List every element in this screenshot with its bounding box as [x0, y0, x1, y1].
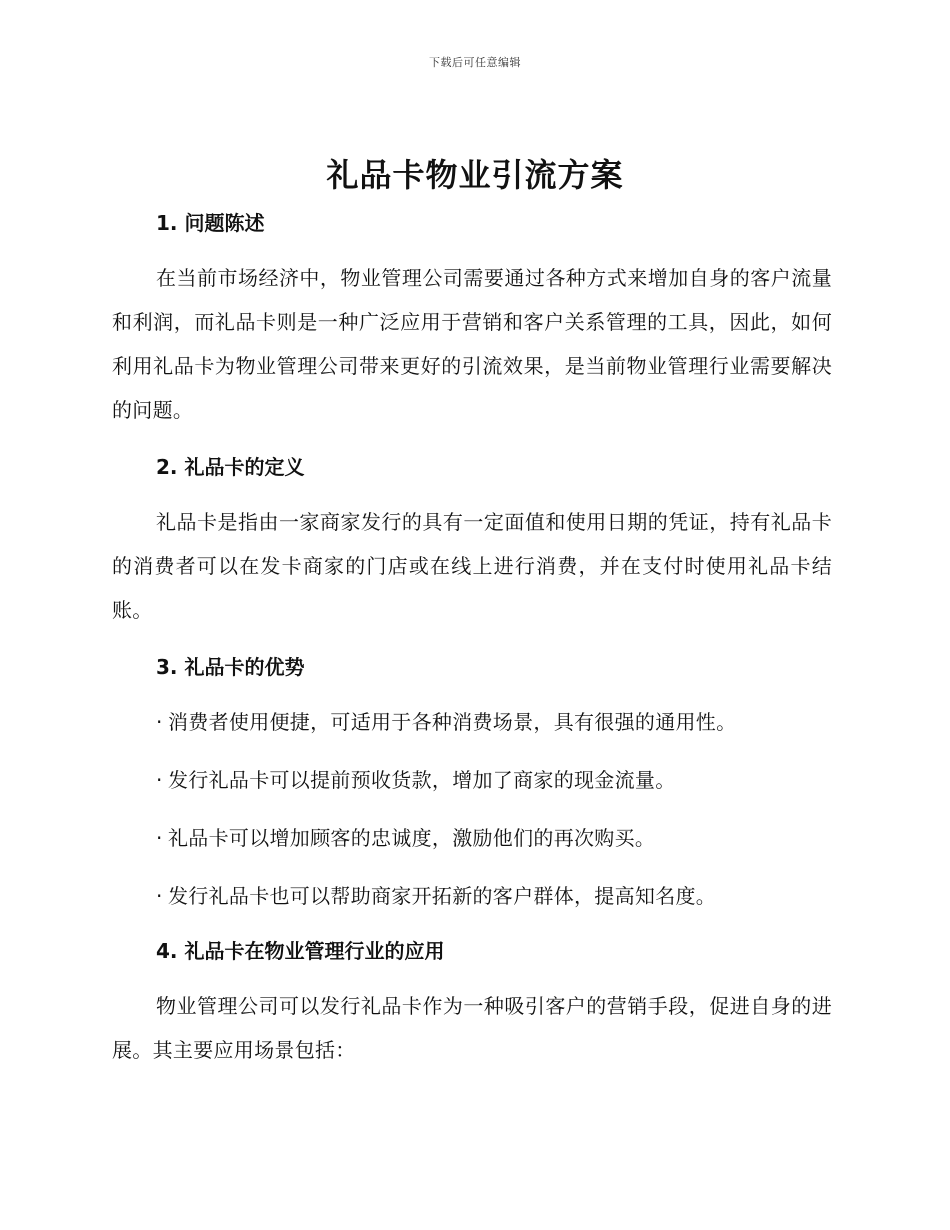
list-item-text: 发行礼品卡也可以帮助商家开拓新的客户群体，提高知名度。: [168, 884, 717, 908]
list-item-text: 礼品卡可以增加顾客的忠诚度，激励他们的再次购买。: [168, 826, 656, 850]
bullet-dot: ·: [156, 826, 163, 850]
bullet-dot: ·: [156, 710, 163, 734]
bullet-dot: ·: [156, 768, 163, 792]
list-item-text: 消费者使用便捷，可适用于各种消费场景，具有很强的通用性。: [168, 710, 737, 734]
section-application: [112, 932, 832, 1072]
bullet-dot: ·: [156, 884, 163, 908]
advantages-list: [112, 700, 832, 918]
section-paragraph: 在当前市场经济中，物业管理公司需要通过各种方式来增加自身的客户流量和利润，而礼品卡则是一种广泛应用于营销和客户关系管理的工具，因此，如何利用礼品卡为物业管理公司带来更好的引流效果，是当前物业管理行业需要解决的问题。: [112, 266, 832, 422]
list-item: [156, 758, 832, 802]
section-heading: 4. 礼品卡在物业管理行业的应用: [156, 939, 445, 963]
list-item: [156, 700, 832, 744]
document-title: 礼品卡物业引流方案: [326, 156, 624, 194]
list-item-text: 发行礼品卡可以提前预收货款，增加了商家的现金流量。: [168, 768, 676, 792]
section-definition: [112, 448, 832, 632]
document-body: [112, 204, 832, 1088]
header-note: 下载后可任意编辑: [429, 56, 521, 69]
section-paragraph: 物业管理公司可以发行礼品卡作为一种吸引客户的营销手段，促进自身的进展。其主要应用场景包括：: [112, 994, 832, 1062]
section-advantages: [112, 648, 832, 918]
section-heading: 2. 礼品卡的定义: [156, 455, 305, 479]
section-heading: 1. 问题陈述: [156, 211, 265, 235]
list-item: [156, 874, 832, 918]
list-item: [156, 816, 832, 860]
section-heading: 3. 礼品卡的优势: [156, 655, 305, 679]
section-paragraph: 礼品卡是指由一家商家发行的具有一定面值和使用日期的凭证，持有礼品卡的消费者可以在发卡商家的门店或在线上进行消费，并在支付时使用礼品卡结账。: [112, 510, 832, 622]
section-problem-statement: [112, 204, 832, 432]
